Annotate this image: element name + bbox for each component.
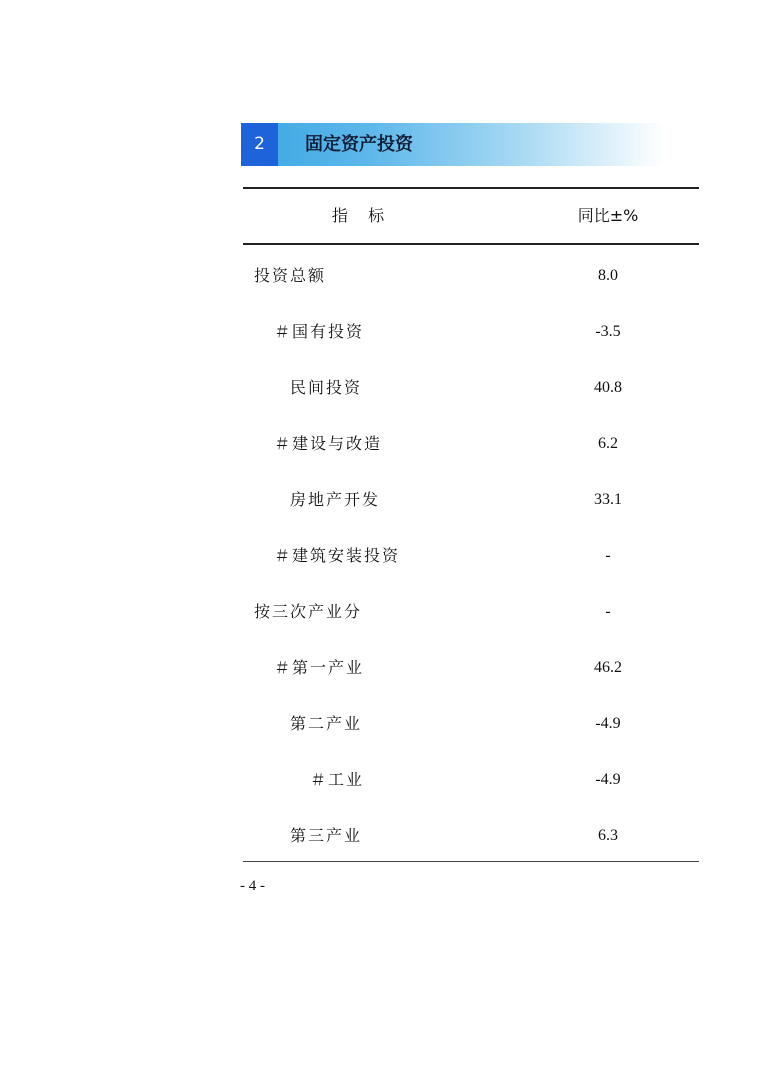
page-number: - 4 - (240, 878, 265, 894)
row-value: 6.2 (598, 435, 618, 452)
table-row (243, 248, 699, 304)
row-label: ＃工业 (310, 770, 365, 789)
row-value: 40.8 (594, 379, 622, 396)
table-body (243, 248, 699, 864)
table-row (243, 528, 699, 584)
table-row (243, 360, 699, 416)
section-number: 2 (241, 123, 278, 166)
row-label: ＃第一产业 (274, 658, 365, 677)
row-value: 6.3 (598, 827, 618, 844)
row-label: 按三次产业分 (254, 602, 363, 621)
row-label: 房地产开发 (290, 490, 381, 509)
table-row (243, 752, 699, 808)
row-value: 46.2 (594, 659, 622, 676)
row-label: ＃建设与改造 (274, 434, 383, 453)
column-header-yoy: 同比±% (577, 206, 639, 225)
table-header-rule (243, 243, 699, 245)
row-value: -4.9 (595, 771, 621, 788)
table-row (243, 304, 699, 360)
table-row (243, 416, 699, 472)
row-label: ＃国有投资 (274, 322, 365, 341)
row-value: -4.9 (595, 715, 621, 732)
row-value: 8.0 (598, 267, 618, 284)
row-value: - (605, 603, 611, 620)
table-row (243, 584, 699, 640)
row-label: ＃建筑安装投资 (274, 546, 401, 565)
table-row (243, 696, 699, 752)
table-row (243, 472, 699, 528)
row-value: - (605, 547, 611, 564)
row-label: 民间投资 (290, 378, 363, 397)
table-row (243, 808, 699, 864)
row-label: 第二产业 (290, 714, 363, 733)
section-title: 固定资产投资 (305, 134, 413, 155)
table-row (243, 640, 699, 696)
row-value: -3.5 (595, 323, 621, 340)
row-label: 第三产业 (290, 826, 363, 845)
table-bottom-rule (243, 861, 699, 862)
column-header-indicator: 指 标 (331, 206, 385, 225)
row-label: 投资总额 (254, 266, 327, 285)
section-banner (241, 123, 665, 166)
row-value: 33.1 (594, 491, 622, 508)
